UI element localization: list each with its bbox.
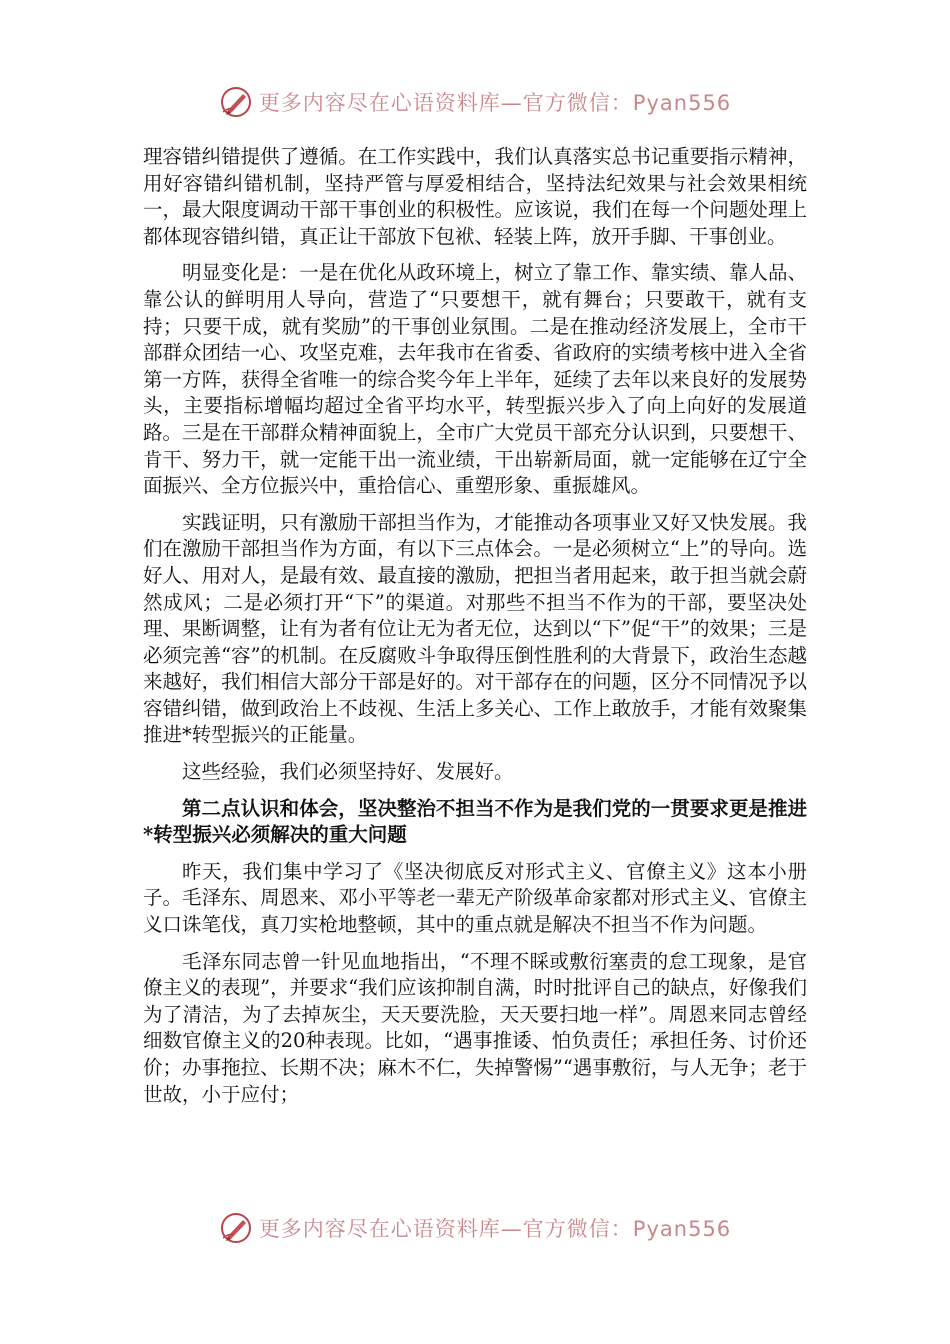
- paragraph-3: 实践证明，只有激励干部担当作为，才能推动各项事业又好又快发展。我们在激励干部担当作为方面，有以下三点体会。一是必须树立“上”的导向。选好人、用对人，是最有效、最直接的激励，把担当者用起来，敢于担当就会蔚然成风；二是必须打开“下”的渠道。对那些不担当不作为的干部，要坚决处理、果断调整，让有为者有位让无为者无位，达到以“下”促“干”的效果；三是必须完善“容”的机制。在反腐败斗争取得压倒性胜利的大背景下，政治生态越来越好，我们相信大部分干部是好的。对干部存在的问题，区分不同情况予以容错纠错，做到政治上不歧视、生活上多关心、工作上敢放手，才能有效聚集推进*转型振兴的正能量。: [143, 510, 807, 747]
- header-watermark: [0, 82, 950, 122]
- watermark-text: 更多内容尽在心语资料库—官方微信：Pyan556: [258, 1217, 732, 1241]
- paragraph-6: 毛泽东同志曾一针见血地指出，“不理不睬或敷衍塞责的怠工现象，是官僚主义的表现”，并要求“我们应该抑制自满，时时批评自己的缺点，好像我们为了清洁，为了去掉灰尘，天天要洗脸，天天要扫地一样”。周恩来同志曾经细数官僚主义的20种表现。比如，“遇事推诿、怕负责任；承担任务、讨价还价；办事拖拉、长期不决；麻木不仁，失掉警惕”“遇事敷衍，与人无争；老于世故，小于应付；: [143, 949, 807, 1106]
- paragraph-2: 明显变化是：一是在优化从政环境上，树立了靠工作、靠实绩、靠人品、靠公认的鲜明用人导向，营造了“只要想干，就有舞台；只要敢干，就有支持；只要干成，就有奖励”的干事创业氛围。二是在推动经济发展上，全市干部群众团结一心、攻坚克难，去年我市在省委、省政府的实绩考核中进入全省第一方阵，获得全省唯一的综合奖今年上半年，延续了去年以来良好的发展势头，主要指标增幅均超过全省平均水平，转型振兴步入了向上向好的发展道路。三是在干部群众精神面貌上，全市广大党员干部充分认识到，只要想干、肯干、努力干，就一定能干出一流业绩，干出崭新局面，就一定能够在辽宁全面振兴、全方位振兴中，重拾信心、重塑形象、重振雄风。: [143, 261, 807, 498]
- paragraph-5: 昨天，我们集中学习了《坚决彻底反对形式主义、官僚主义》这本小册子。毛泽东、周恩来、邓小平等老一辈无产阶级革命家都对形式主义、官僚主义口诛笔伐，真刀实枪地整顿，其中的重点就是解决不担当不作为问题。: [143, 859, 807, 937]
- section-heading: 第二点认识和体会，坚决整治不担当不作为是我们党的一贯要求更是推进*转型振兴必须解决的重大问题: [143, 796, 807, 847]
- pen-logo-icon: [219, 85, 253, 119]
- paragraph-4: 这些经验，我们必须坚持好、发展好。: [182, 760, 514, 784]
- footer-watermark: [0, 1208, 950, 1248]
- paragraph-1: 理容错纠错提供了遵循。在工作实践中，我们认真落实总书记重要指示精神，用好容错纠错机制，坚持严管与厚爱相结合，坚持法纪效果与社会效果相统一，最大限度调动干部干事创业的积极性。应该说，我们在每一个问题处理上都体现容错纠错，真正让干部放下包袱、轻装上阵，放开手脚、干事创业。: [143, 145, 807, 248]
- document-body: [143, 144, 807, 1108]
- pen-logo-icon: [219, 1211, 253, 1245]
- watermark-text: 更多内容尽在心语资料库—官方微信：Pyan556: [258, 91, 732, 115]
